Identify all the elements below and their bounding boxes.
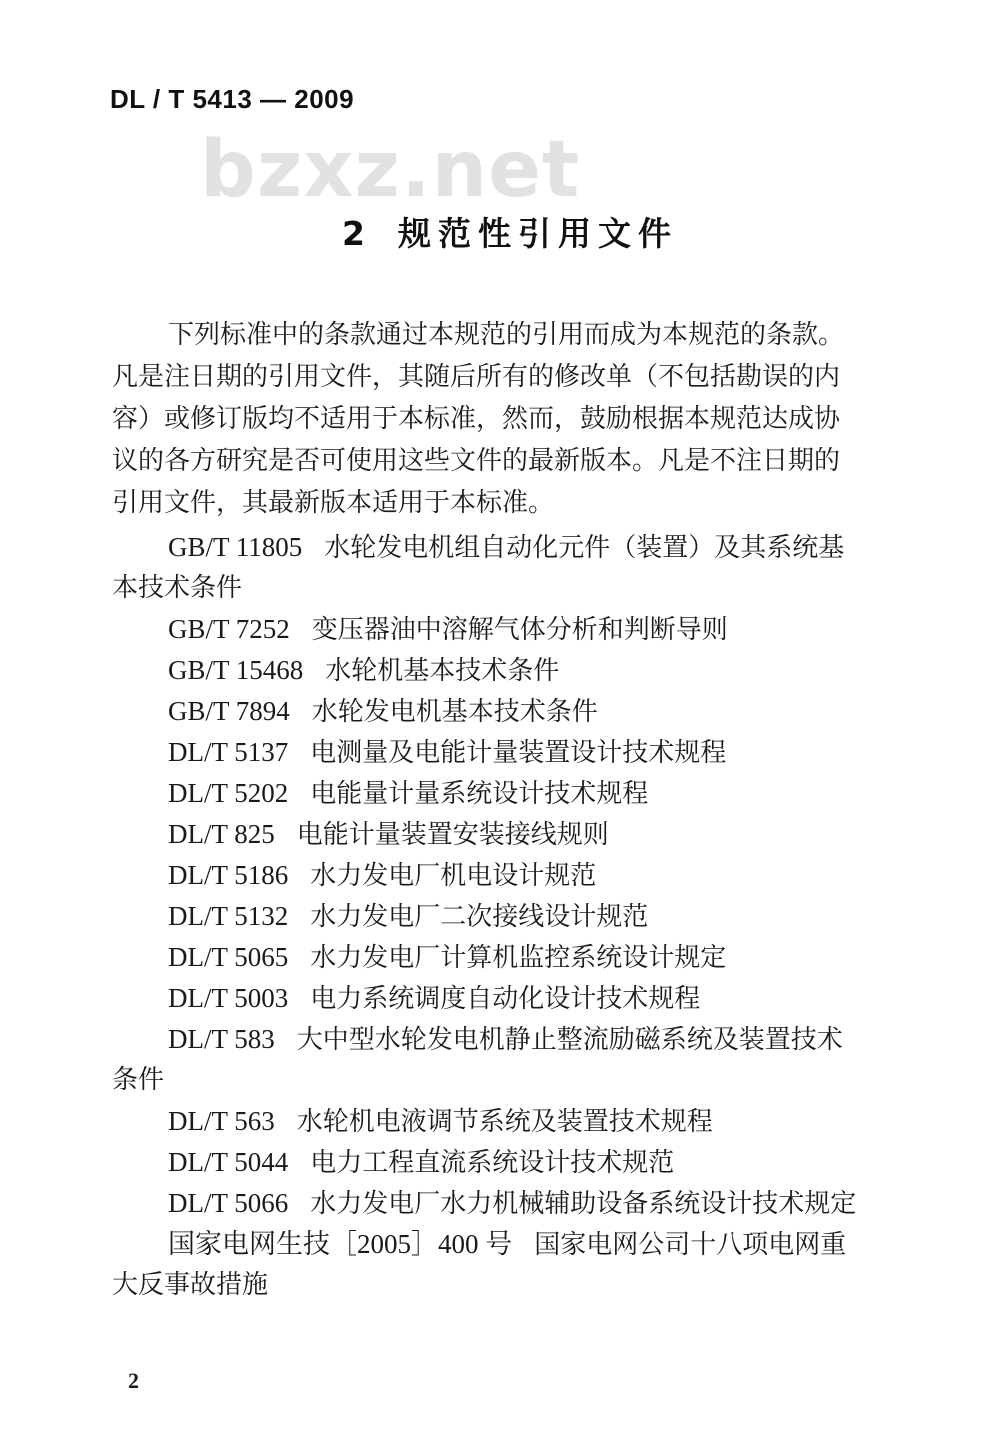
reference-item: [168, 735, 726, 770]
reference-title: 国家电网公司十八项电网重: [534, 1230, 847, 1260]
reference-item: [168, 858, 596, 893]
intro-line: 议的各方研究是否可使用这些文件的最新版本。凡是不注日期的: [112, 446, 841, 476]
reference-item: [168, 776, 648, 811]
reference-title: 电能计量装置安装接线规则: [296, 820, 609, 850]
standard-code: DL / T 5413 — 2009: [110, 84, 355, 114]
reference-title: 水力发电厂二次接线设计规范: [310, 902, 649, 932]
reference-continuation: 大反事故措施: [112, 1270, 269, 1300]
reference-code: DL/T 563: [168, 1106, 275, 1136]
reference-item: [168, 612, 728, 647]
reference-code: GB/T 7252: [168, 614, 290, 644]
reference-item: [168, 694, 598, 729]
reference-item: [168, 940, 726, 975]
reference-title: 电力工程直流系统设计技术规范: [310, 1148, 675, 1178]
reference-item: [168, 981, 700, 1016]
reference-title: 电测量及电能计量装置设计技术规程: [310, 738, 727, 768]
reference-code: DL/T 5202: [168, 778, 289, 808]
watermark-logo: bzxz.net: [200, 125, 581, 215]
intro-line: 凡是注日期的引用文件，其随后所有的修改单（不包括勘误的内: [112, 362, 841, 392]
reference-item: [168, 817, 609, 852]
reference-continuation: 条件: [112, 1065, 165, 1095]
reference-title: 电能量计量系统设计技术规程: [310, 779, 649, 809]
section-title: [0, 208, 1000, 255]
intro-line: 下列标准中的条款通过本规范的引用而成为本规范的条款。: [168, 320, 845, 350]
reference-code: GB/T 15468: [168, 655, 304, 685]
reference-title: 电力系统调度自动化设计技术规程: [310, 984, 701, 1014]
reference-item: [168, 1186, 856, 1221]
reference-title: 水力发电厂水力机械辅助设备系统设计技术规定: [310, 1189, 857, 1219]
reference-item: [168, 1022, 843, 1057]
page-number: 2: [128, 1368, 139, 1393]
reference-title: 变压器油中溶解气体分析和判断导则: [311, 615, 728, 645]
section-number: 2: [342, 214, 372, 253]
reference-title: 大中型水轮发电机静止整流励磁系统及装置技术: [296, 1025, 843, 1055]
reference-title: 水轮发电机组自动化元件（装置）及其系统基: [324, 533, 845, 563]
reference-title: 水轮发电机基本技术条件: [311, 697, 598, 727]
reference-code: DL/T 5065: [168, 942, 289, 972]
reference-code: DL/T 5044: [168, 1147, 289, 1177]
reference-item: [168, 530, 844, 565]
reference-code: GB/T 11805: [168, 532, 303, 562]
reference-item: [168, 653, 559, 688]
reference-item: [168, 1145, 674, 1180]
reference-item: [168, 1227, 846, 1262]
reference-code: DL/T 5132: [168, 901, 289, 931]
reference-code: DL/T 5003: [168, 983, 289, 1013]
intro-line: 容）或修订版均不适用于本标准，然而，鼓励根据本规范达成协: [112, 404, 841, 434]
reference-code: DL/T 5066: [168, 1188, 289, 1218]
reference-item: [168, 899, 648, 934]
intro-line: 引用文件，其最新版本适用于本标准。: [112, 488, 555, 518]
reference-code: 国家电网生技［2005］400 号: [168, 1229, 513, 1259]
reference-title: 水力发电厂机电设计规范: [310, 861, 597, 891]
reference-code: DL/T 583: [168, 1024, 275, 1054]
reference-item: [168, 1104, 713, 1139]
reference-title: 水轮机电液调节系统及装置技术规程: [296, 1107, 713, 1137]
reference-title: 水轮机基本技术条件: [325, 656, 560, 686]
section-title-text: 规范性引用文件: [397, 214, 678, 253]
reference-continuation: 本技术条件: [112, 573, 243, 603]
reference-title: 水力发电厂计算机监控系统设计规定: [310, 943, 727, 973]
reference-code: GB/T 7894: [168, 696, 290, 726]
reference-code: DL/T 5137: [168, 737, 289, 767]
reference-code: DL/T 5186: [168, 860, 289, 890]
reference-code: DL/T 825: [168, 819, 275, 849]
